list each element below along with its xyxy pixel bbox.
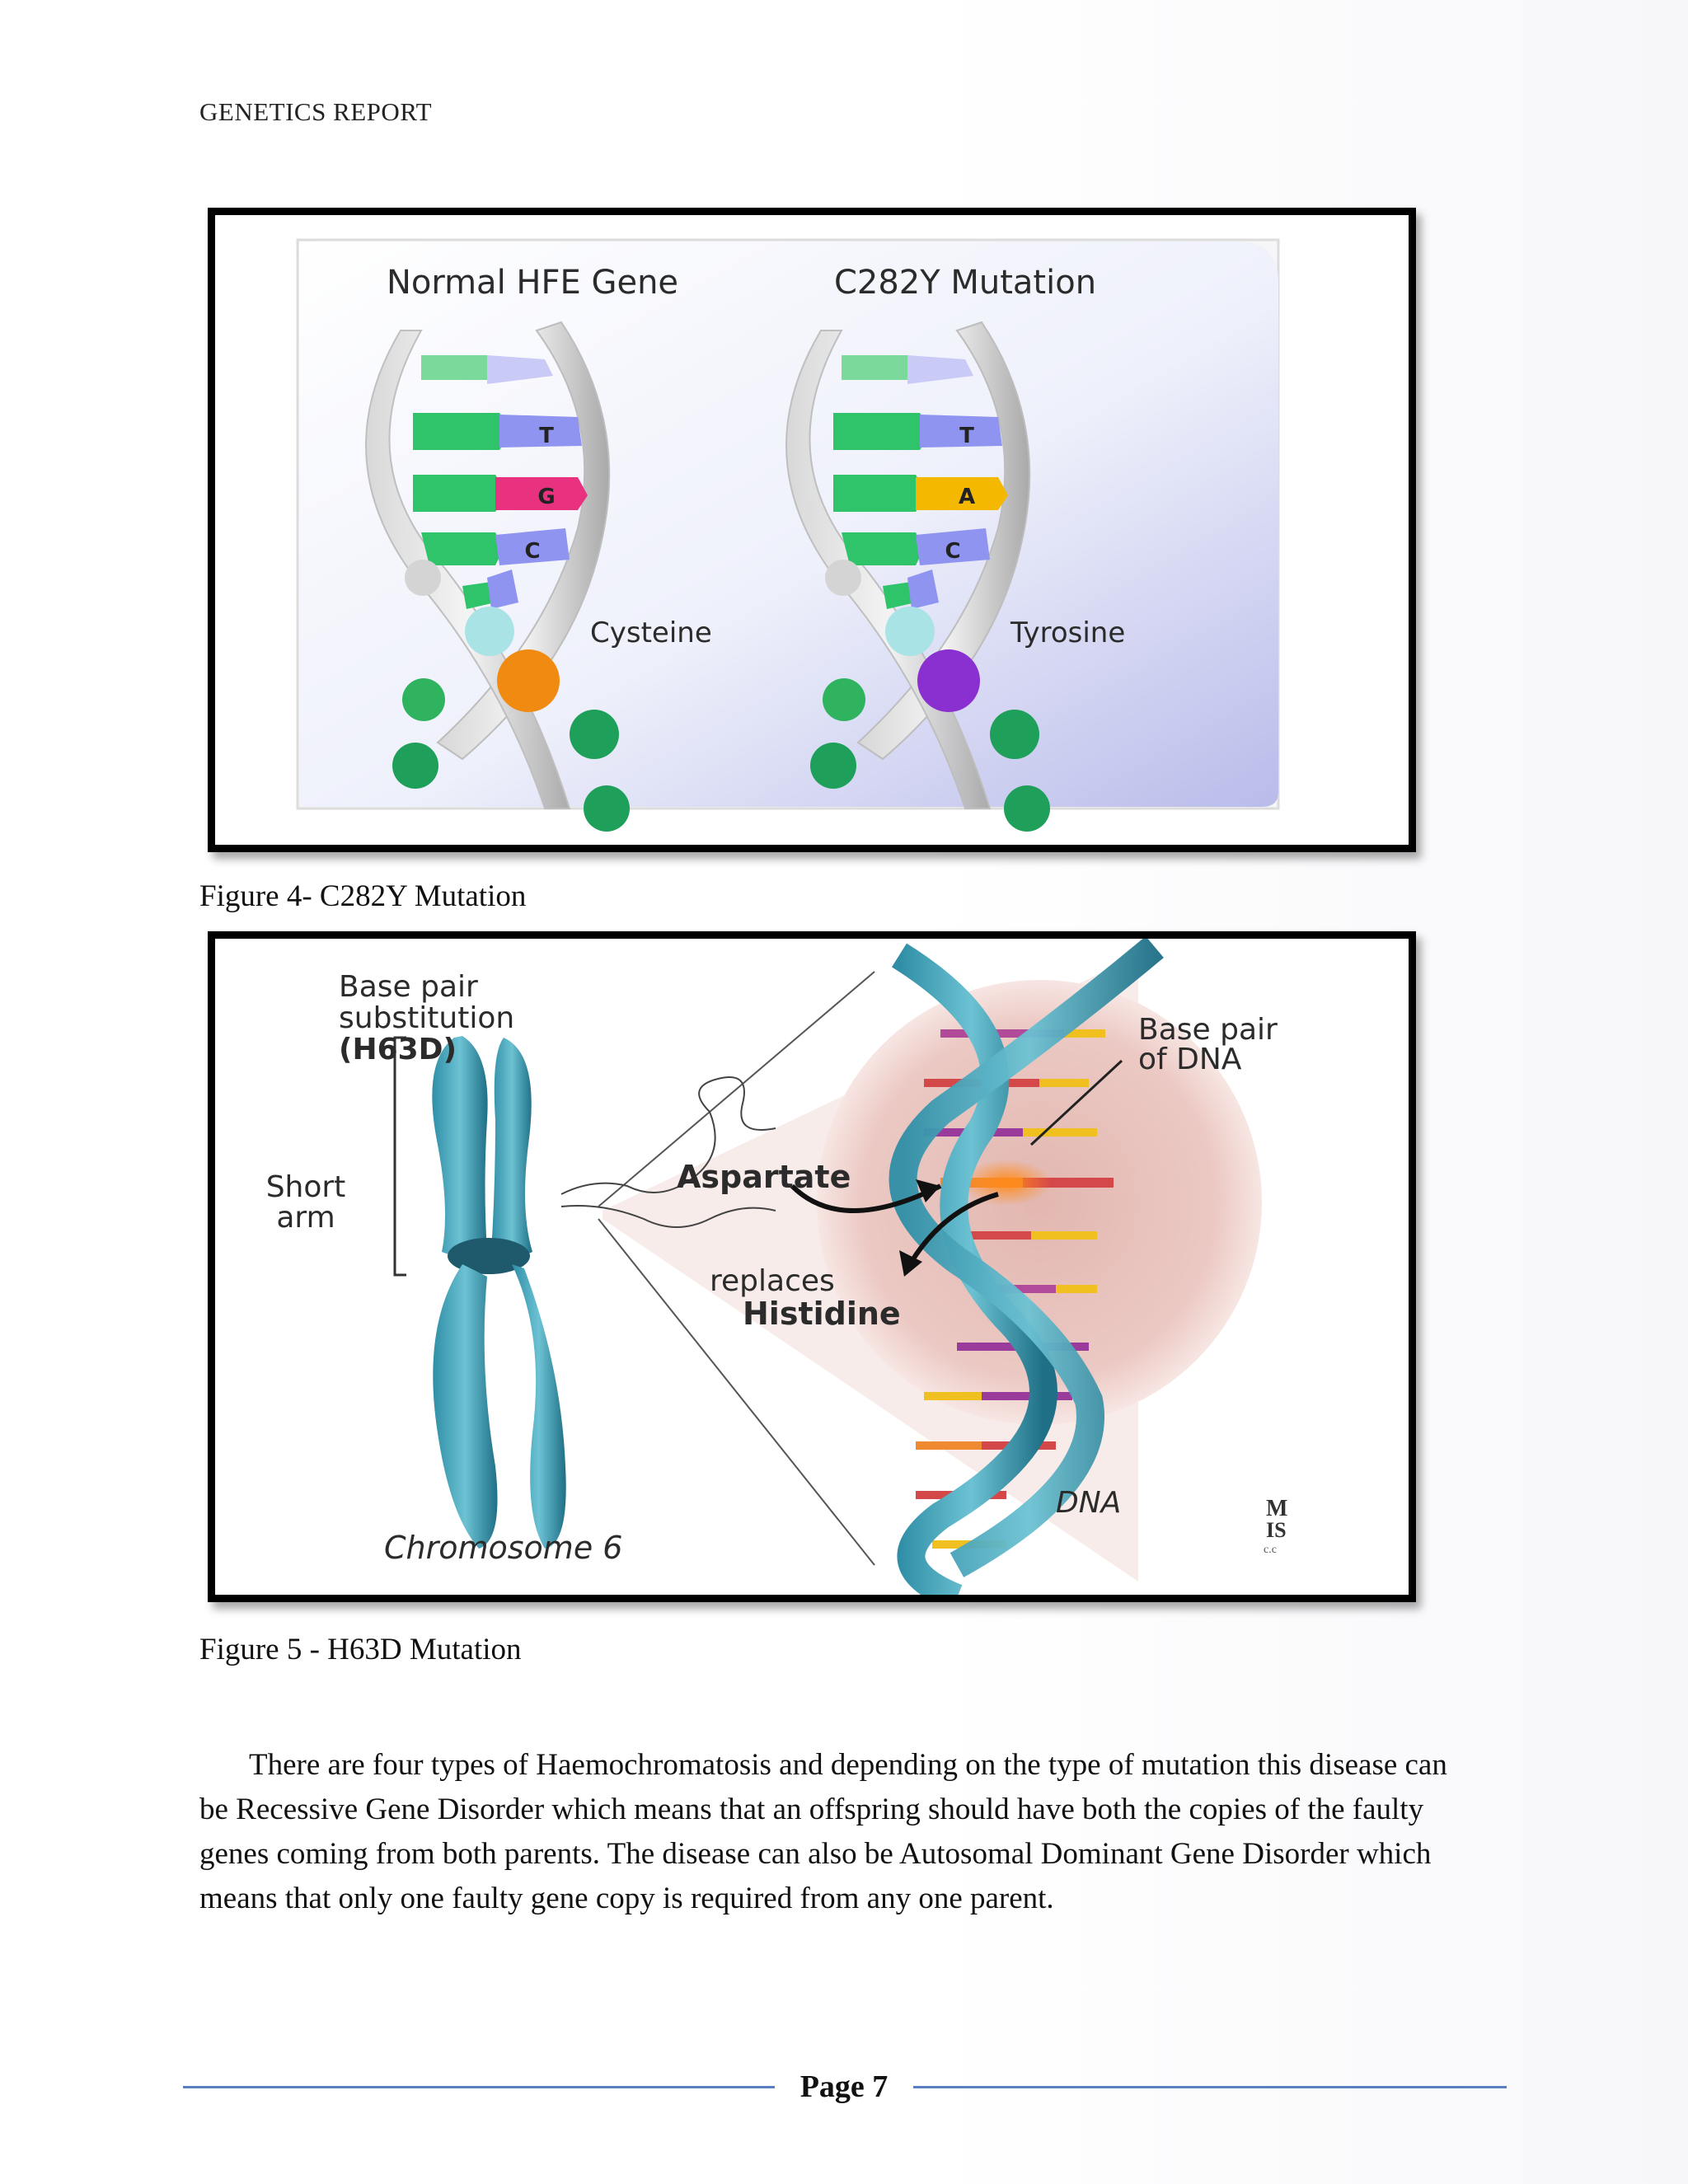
figure-4-caption: Figure 4- C282Y Mutation (199, 879, 527, 913)
c282y-diagram (215, 215, 1409, 845)
basepair-dna-label-1: Base pair (1138, 1013, 1278, 1047)
publisher-logo (1264, 1496, 1287, 1556)
normal-base-1: T (539, 424, 554, 448)
histidine-label: Histidine (743, 1296, 901, 1332)
svg-text:c.c: c.c (1264, 1544, 1277, 1556)
aspartate-label: Aspartate (677, 1159, 851, 1195)
figure-5-caption: Figure 5 - H63D Mutation (199, 1633, 522, 1666)
svg-text:IS: IS (1266, 1518, 1287, 1542)
mutation-gene-title: C282Y Mutation (833, 264, 1097, 302)
tyrosine-label: Tyrosine (1010, 616, 1126, 649)
basepair-dna-label-2: of DNA (1138, 1043, 1242, 1076)
substitution-label-3: (H63D) (339, 1033, 457, 1066)
chromosome-label: Chromosome 6 (384, 1530, 623, 1566)
normal-base-3: C (524, 539, 541, 564)
substitution-label-1: Base pair (339, 970, 478, 1004)
dna-label: DNA (1056, 1486, 1122, 1520)
mutant-base-1: T (959, 424, 974, 448)
mutant-base-3: C (945, 539, 961, 564)
footer-rule-right (913, 2086, 1507, 2088)
figure-h63d-mutation (208, 931, 1416, 1602)
short-arm-label-1: Short (265, 1170, 346, 1204)
page-number: Page 7 (799, 2069, 889, 2104)
substitution-label-2: substitution (339, 1001, 515, 1035)
chromosome-6 (432, 1036, 565, 1549)
cysteine-label: Cysteine (590, 616, 712, 649)
normal-base-2: G (537, 485, 556, 509)
svg-text:M: M (1266, 1496, 1288, 1521)
figure-c282y-mutation (208, 208, 1416, 852)
normal-gene-title: Normal HFE Gene (386, 264, 679, 302)
short-arm-label-2: arm (276, 1201, 335, 1235)
h63d-diagram (215, 939, 1409, 1595)
replaces-label: replaces (710, 1264, 835, 1298)
footer-rule-left (183, 2086, 775, 2088)
body-paragraph: There are four types of Haemochromatosis and depending on the type of mutation this disease can be Recessive Gene Disorder which means that an offspring should have both the copies of the faulty genes coming from both parents. The disease can also be Autosomal Dominant Gene Disorder which means that only one faulty gene copy is required from any one parent. (199, 1748, 1447, 1915)
running-header: GENETICS REPORT (199, 97, 433, 126)
mutant-base-2: A (958, 485, 976, 509)
